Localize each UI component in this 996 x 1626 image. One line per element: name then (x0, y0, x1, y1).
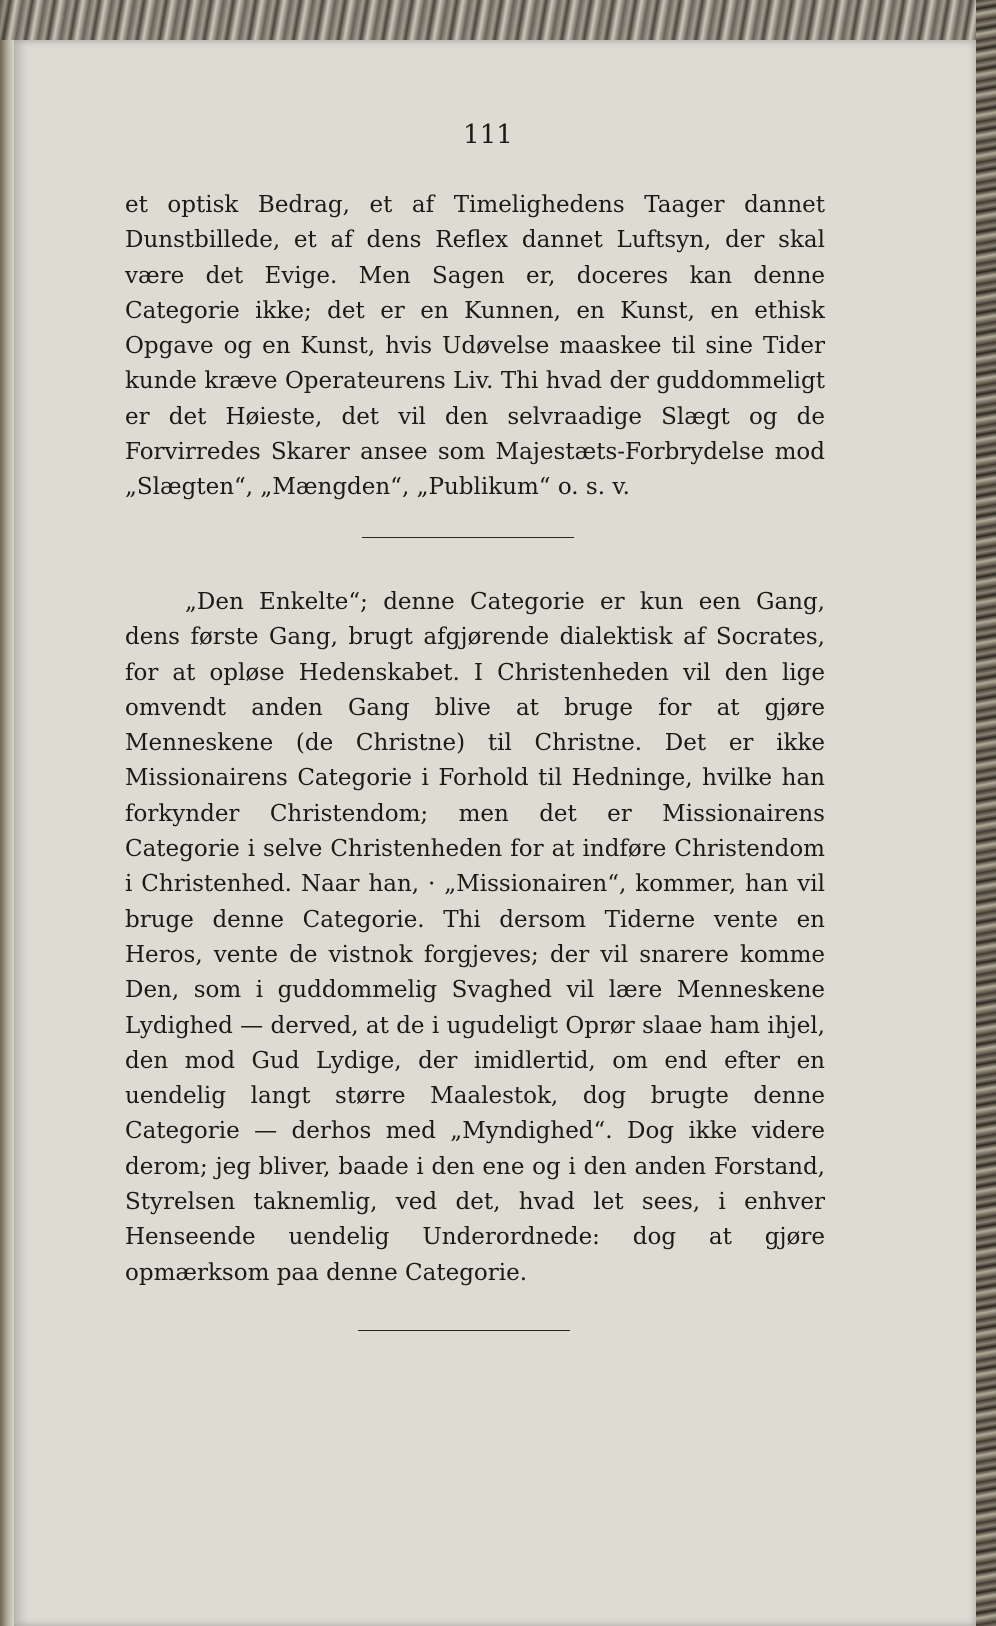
paragraph-continuation-block (125, 188, 825, 506)
marbled-page-edge-right (976, 0, 996, 1626)
section-divider-rule (362, 537, 574, 538)
paragraph-block-2 (125, 585, 825, 1291)
end-divider-rule (358, 1330, 570, 1331)
page-number: 111 (463, 120, 513, 150)
marbled-page-edge-top (0, 0, 996, 40)
paragraph-2: „Den Enkelte“; denne Categorie er kun een Gang, dens første Gang, brugt afgjørende dialektisk af Socrates, for at opløse Hedenskabet. I Christenheden vil den lige omvendt anden Gang blive at bruge for at gjøre Menneskene (de Christne) til Christne. Det er ikke Missionairens Categorie i Forhold til Hedninge, hvilke han forkynder Christendom; men det er Missionairens Categorie i selve Christenheden for at indføre Christendom i Christenhed. Naar han, · „Missionairen“, kommer, han vil bruge denne Categorie. Thi dersom Tiderne vente en Heros, vente de vistnok forgjeves; der vil snarere komme Den, som i guddommelig Svaghed vil lære Menneskene Lydighed — derved, at de i ugudeligt Oprør slaae ham ihjel, den mod Gud Lydige, der imidlertid, om end efter en uendelig langt større Maalestok, dog brugte denne Categorie — derhos med „Myndighed“. Dog ikke videre derom; jeg bliver, baade i den ene og i den anden Forstand, Styrelsen taknemlig, ved det, hvad let sees, i enhver Henseende uendelig Underordnede: dog at gjøre opmærksom paa denne Categorie. (125, 589, 825, 1286)
paper-sheet (14, 40, 976, 1626)
paragraph-1: et optisk Bedrag, et af Timelighedens Taager dannet Dunstbillede, et af dens Reflex dannet Luftsyn, der skal være det Evige. Men Sagen er, doceres kan denne Categorie ikke; det er en Kunnen, en Kunst, en ethisk Opgave og en Kunst, hvis Udøvelse maaskee til sine Tider kunde kræve Operateurens Liv. Thi hvad der guddommeligt er det Høieste, det vil den selvraadige Slægt og de Forvirredes Skarer ansee som Majestæts-Forbrydelse mod „Slægten“, „Mængden“, „Publikum“ o. s. v. (125, 192, 825, 501)
